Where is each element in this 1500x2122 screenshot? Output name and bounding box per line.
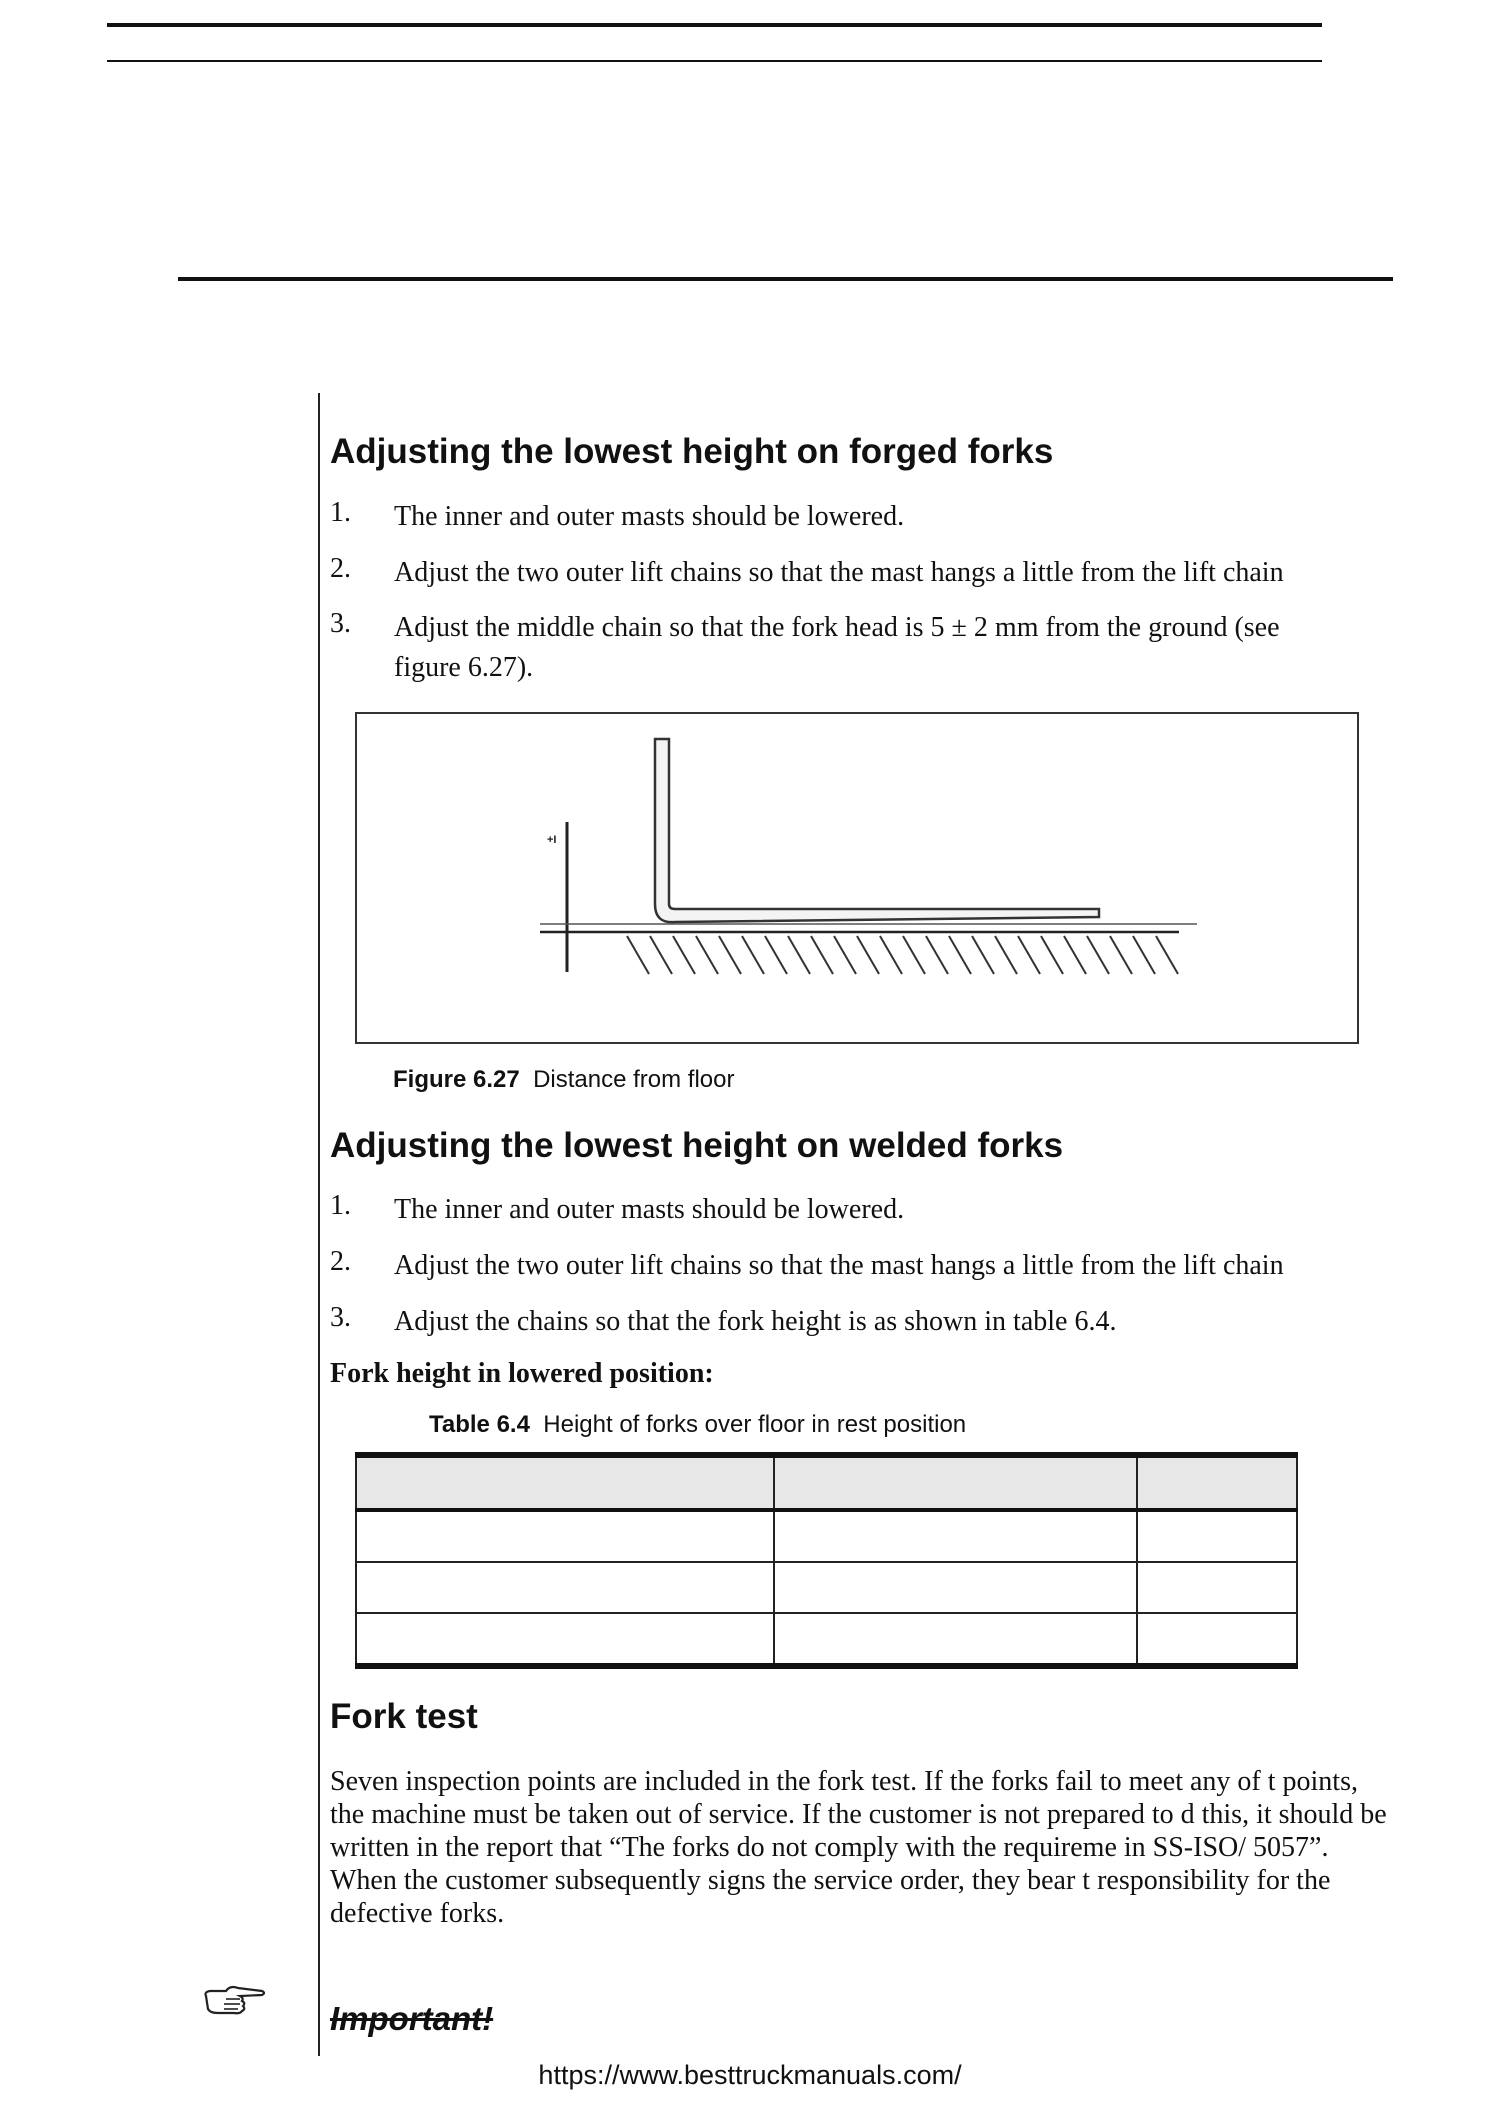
table-cell bbox=[1137, 1613, 1297, 1666]
section-rule bbox=[178, 277, 1393, 281]
table-row bbox=[356, 1562, 1297, 1613]
step-text: Adjust the two outer lift chains so that the mast hangs a little from the lift chain bbox=[394, 1250, 1284, 1281]
table-caption-text: Height of forks over floor in rest position bbox=[543, 1411, 967, 1438]
figure-distance-from-floor bbox=[355, 712, 1359, 1044]
step-text: Adjust the middle chain so that the fork head is 5 ± 2 mm from the ground (see figure 6.27). bbox=[394, 612, 1280, 683]
table-cell bbox=[356, 1562, 774, 1613]
fork-height-table bbox=[355, 1452, 1298, 1669]
table-row bbox=[356, 1613, 1297, 1666]
fork-diagram bbox=[357, 714, 1357, 1042]
welded-step-2 bbox=[330, 1246, 1380, 1286]
table-row bbox=[356, 1510, 1297, 1562]
forged-step-1 bbox=[330, 497, 1380, 537]
step-text: The inner and outer masts should be lowered. bbox=[394, 501, 905, 532]
welded-step-3 bbox=[330, 1302, 1380, 1342]
fork-shape bbox=[655, 739, 1099, 922]
margin-line bbox=[318, 393, 320, 2056]
figure-label: Figure 6.27 bbox=[393, 1066, 520, 1093]
step-number: 1. bbox=[330, 497, 351, 528]
figure-caption bbox=[393, 1066, 734, 1094]
fork-test-paragraph: Seven inspection points are included in the fork test. If the forks fail to meet any of t points, the machine must be taken out of service. If the customer is not prepared to d this, it should be written in the report that “The forks do not comply with the requireme in SS-ISO/ 5057”. When the customer subsequently signs the service order, they bear t responsibility for the defective forks. bbox=[330, 1766, 1387, 1929]
table-cell bbox=[774, 1510, 1137, 1562]
table-cell bbox=[774, 1613, 1137, 1666]
footer-url[interactable]: https://www.besttruckmanuals.com/ bbox=[538, 2060, 962, 2090]
table-cell bbox=[1137, 1562, 1297, 1613]
heading-forged-forks: Adjusting the lowest height on forged forks bbox=[330, 432, 1054, 471]
heading-fork-test: Fork test bbox=[330, 1697, 478, 1736]
table-cell bbox=[1137, 1510, 1297, 1562]
table-header-cell bbox=[1137, 1455, 1297, 1510]
step-number: 3. bbox=[330, 1302, 351, 1333]
table-cell bbox=[774, 1562, 1137, 1613]
table-header-cell bbox=[356, 1455, 774, 1510]
forged-step-3 bbox=[330, 608, 1380, 688]
table-label: Table 6.4 bbox=[429, 1411, 530, 1438]
step-text: Adjust the chains so that the fork height is as shown in table 6.4. bbox=[394, 1306, 1117, 1337]
welded-step-1 bbox=[330, 1190, 1380, 1230]
tolerance-mark: +I bbox=[547, 834, 557, 846]
step-text: Adjust the two outer lift chains so that the mast hangs a little from the lift chain bbox=[394, 557, 1284, 588]
step-number: 2. bbox=[330, 553, 351, 584]
table-cell bbox=[356, 1510, 774, 1562]
step-number: 3. bbox=[330, 608, 351, 639]
forged-step-2 bbox=[330, 553, 1380, 593]
header-rule-thick bbox=[107, 23, 1322, 27]
table-header-row bbox=[356, 1455, 1297, 1510]
step-number: 1. bbox=[330, 1190, 351, 1221]
fork-height-subheading: Fork height in lowered position: bbox=[330, 1358, 714, 1389]
table-caption bbox=[429, 1411, 966, 1439]
important-note: Important! bbox=[330, 2000, 494, 2037]
floor-hatching bbox=[627, 936, 1178, 974]
step-text: The inner and outer masts should be lowered. bbox=[394, 1194, 905, 1225]
table-cell bbox=[356, 1613, 774, 1666]
pointing-hand-icon bbox=[200, 1982, 270, 2022]
header-rule-thin bbox=[107, 60, 1322, 62]
step-number: 2. bbox=[330, 1246, 351, 1277]
heading-welded-forks: Adjusting the lowest height on welded forks bbox=[330, 1126, 1064, 1165]
table-header-cell bbox=[774, 1455, 1137, 1510]
figure-caption-text: Distance from floor bbox=[533, 1066, 735, 1093]
